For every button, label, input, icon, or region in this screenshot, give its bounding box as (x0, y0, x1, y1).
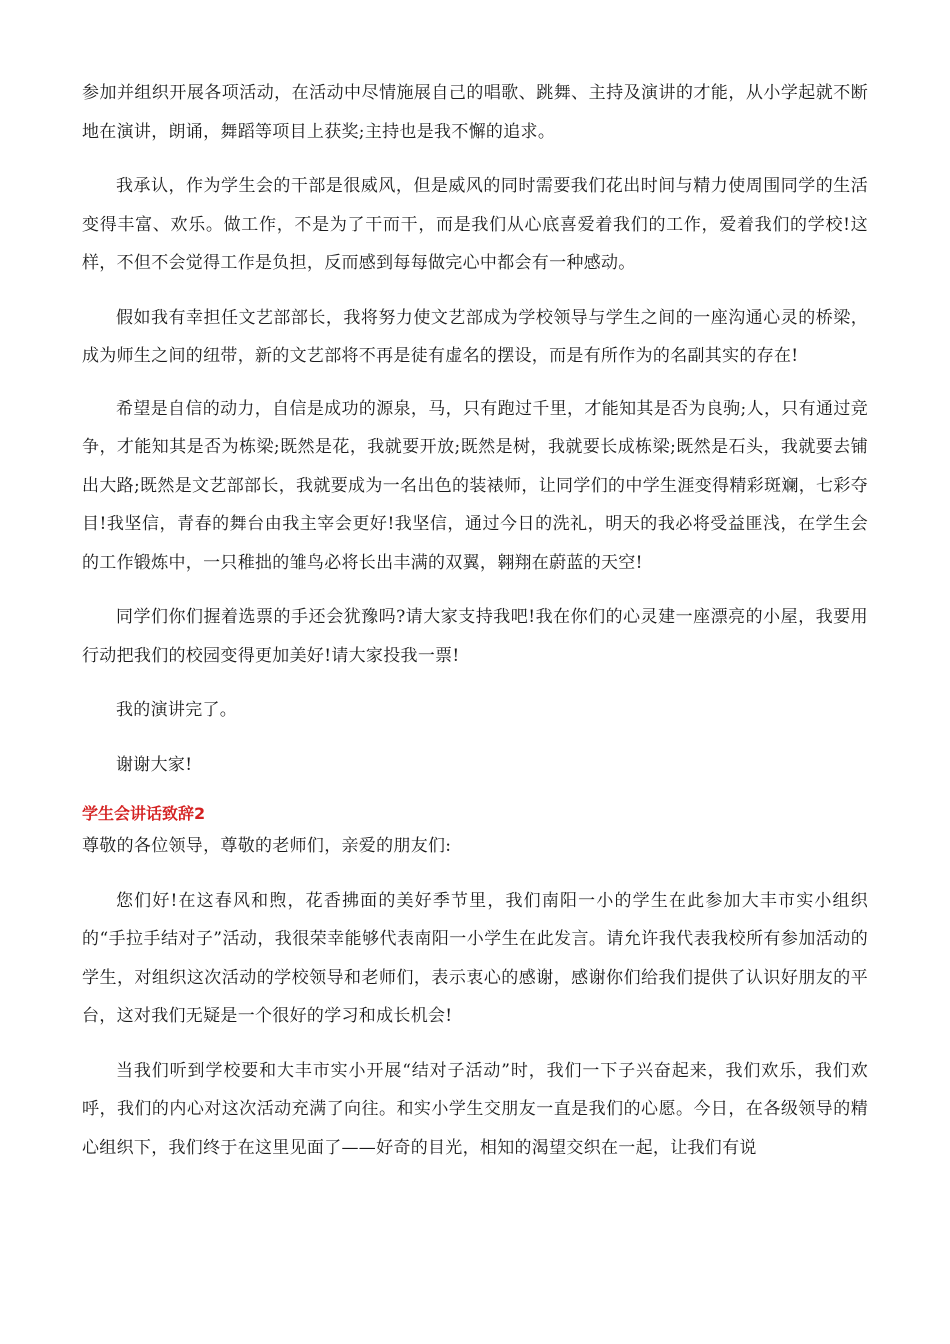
document-page (82, 74, 868, 1167)
paragraph: 您们好!在这春风和煦，花香拂面的美好季节里，我们南阳一小的学生在此参加大丰市实小组织的“手拉手结对子”活动，我很荣幸能够代表南阳一小学生在此发言。请允许我代表我校所有参加活动的学生，对组织这次活动的学校领导和老师们，表示衷心的感谢，感谢你们给我们提供了认识好朋友的平台，这对我们无疑是一个很好的学习和成长机会! (82, 890, 868, 1026)
salutation: 尊敬的各位领导，尊敬的老师们，亲爱的朋友们: (82, 836, 452, 856)
section-heading: 学生会讲话致辞2 (82, 804, 206, 823)
paragraph: 假如我有幸担任文艺部部长，我将努力使文艺部成为学校领导与学生之间的一座沟通心灵的桥梁，成为师生之间的纽带，新的文艺部将不再是徒有虚名的摆设，而是有所作为的名副其实的存在! (82, 307, 868, 366)
paragraph: 参加并组织开展各项活动，在活动中尽情施展自己的唱歌、跳舞、主持及演讲的才能，从小学起就不断地在演讲，朗诵，舞蹈等项目上获奖;主持也是我不懈的追求。 (82, 83, 868, 142)
paragraph: 我承认，作为学生会的干部是很威风，但是威风的同时需要我们花出时间与精力使周围同学的生活变得丰富、欢乐。做工作，不是为了干而干，而是我们从心底喜爱着我们的工作，爱着我们的学校!这样，不但不会觉得工作是负担，反而感到每每做完心中都会有一种感动。 (82, 176, 868, 273)
paragraph: 当我们听到学校要和大丰市实小开展“结对子活动”时，我们一下子兴奋起来，我们欢乐，我们欢呼，我们的内心对这次活动充满了向往。和实小学生交朋友一直是我们的心愿。今日，在各级领导的精心组织下，我们终于在这里见面了——好奇的目光，相知的渴望交织在一起，让我们有说 (82, 1060, 868, 1158)
paragraph: 希望是自信的动力，自信是成功的源泉，马，只有跑过千里，才能知其是否为良驹;人，只有通过竞争，才能知其是否为栋梁;既然是花，我就要开放;既然是树，我就要长成栋梁;既然是石头，我就要去铺出大路;既然是文艺部部长，我就要成为一名出色的装裱师，让同学们的中学生涯变得精彩斑斓，七彩夺目!我坚信，青春的舞台由我主宰会更好!我坚信，通过今日的洗礼，明天的我必将受益匪浅，在学生会的工作锻炼中，一只稚拙的雏鸟必将长出丰满的双翼，翱翔在蔚蓝的天空! (82, 398, 868, 573)
paragraph: 同学们你们握着选票的手还会犹豫吗?请大家支持我吧!我在你们的心灵建一座漂亮的小屋，我要用行动把我们的校园变得更加美好!请大家投我一票! (82, 607, 868, 666)
paragraph: 我的演讲完了。 (116, 700, 238, 720)
paragraph: 谢谢大家! (116, 754, 193, 775)
